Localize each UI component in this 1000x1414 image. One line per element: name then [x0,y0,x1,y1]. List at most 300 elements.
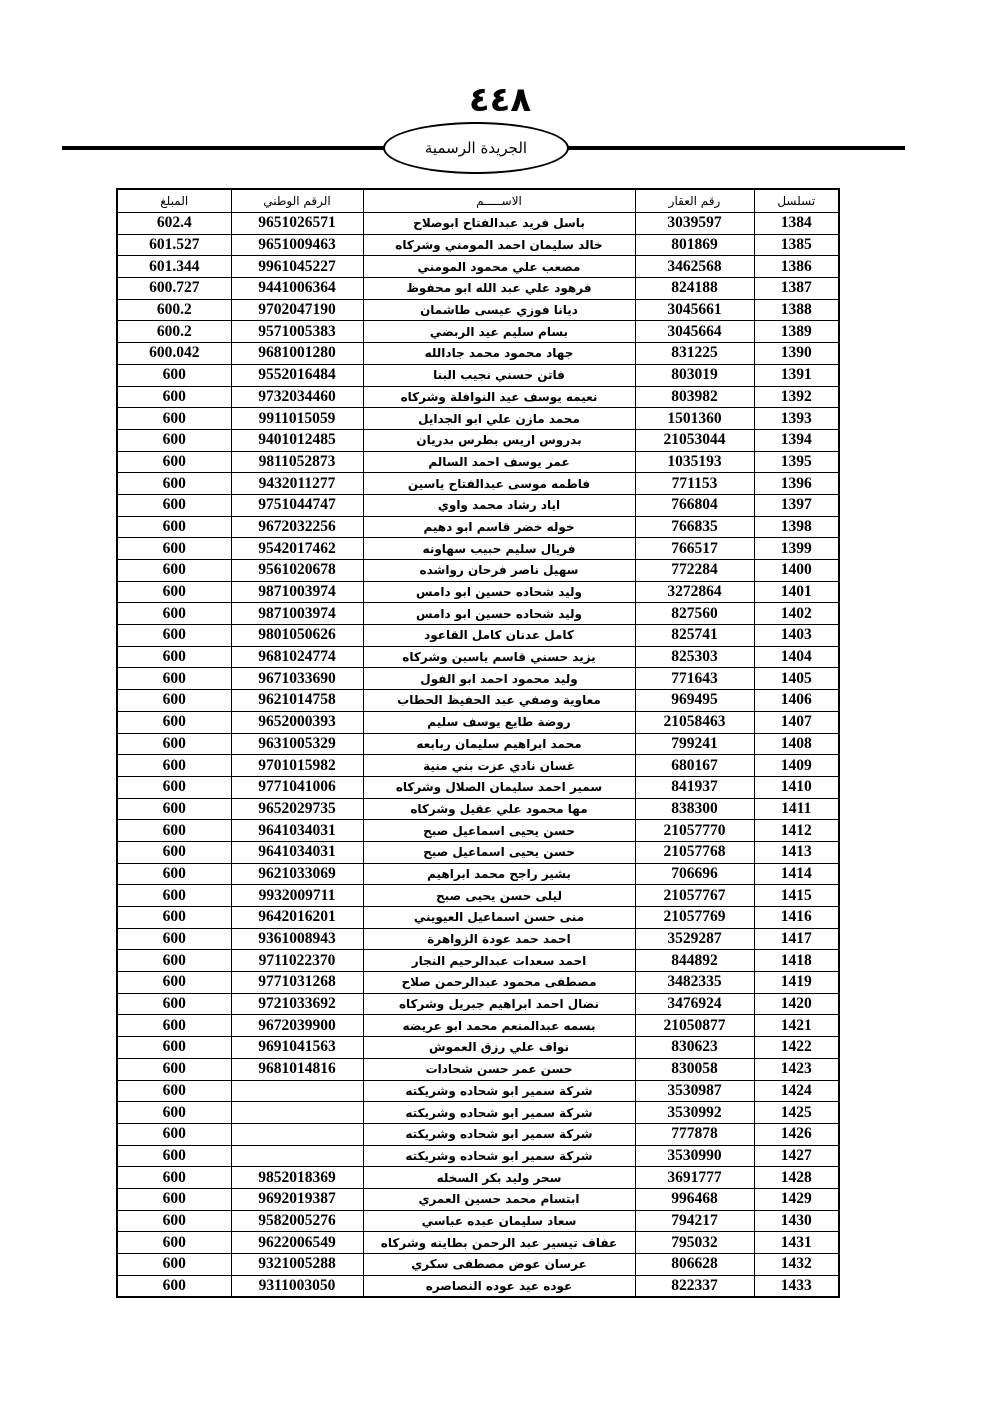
table-row [117,1188,839,1210]
national-id-cell: 9652029735 [231,798,363,820]
parcel-number-cell: 706696 [635,863,754,885]
serial-cell: 1386 [754,256,839,278]
col-header-amount: المبلغ [117,189,231,213]
serial-cell: 1397 [754,494,839,516]
name-cell: فرهود علي عبد الله ابو محفوظ [363,278,635,300]
serial-cell: 1408 [754,733,839,755]
serial-cell: 1403 [754,625,839,647]
parcel-number-cell: 3272864 [635,581,754,603]
table-row [117,256,839,278]
amount-cell: 600 [117,776,231,798]
national-id-cell: 9911015059 [231,408,363,430]
table-row [117,538,839,560]
name-cell: مها محمود علي عقيل وشركاه [363,798,635,820]
name-cell: نواف علي رزق العموش [363,1037,635,1059]
name-cell: حسن يحيى اسماعيل صبح [363,820,635,842]
parcel-number-cell: 831225 [635,343,754,365]
amount-cell: 600 [117,1232,231,1254]
national-id-cell: 9701015982 [231,755,363,777]
national-id-cell: 9702047190 [231,299,363,321]
parcel-number-cell: 771643 [635,668,754,690]
serial-cell: 1416 [754,907,839,929]
page-number: ٤٤٨ [468,80,532,120]
table-row [117,820,839,842]
name-cell: محمد ابراهيم سليمان ربابعه [363,733,635,755]
name-cell: بسمه عبدالمنعم محمد ابو عريضه [363,1015,635,1037]
national-id-cell: 9771041006 [231,776,363,798]
table-row [117,1058,839,1080]
national-id-cell: 9871003974 [231,581,363,603]
parcel-number-cell: 766804 [635,494,754,516]
amount-cell: 600 [117,668,231,690]
parcel-number-cell: 3462568 [635,256,754,278]
parcel-number-cell: 1501360 [635,408,754,430]
name-cell: روضة طايع يوسف سليم [363,711,635,733]
national-id-cell: 9672032256 [231,516,363,538]
parcel-number-cell: 3039597 [635,213,754,235]
amount-cell: 600 [117,885,231,907]
national-id-cell: 9571005383 [231,321,363,343]
amount-cell: 600 [117,538,231,560]
name-cell: حسن يحيى اسماعيل صبح [363,841,635,863]
table-row [117,516,839,538]
serial-cell: 1417 [754,928,839,950]
serial-cell: 1392 [754,386,839,408]
amount-cell: 600 [117,863,231,885]
amount-cell: 600 [117,950,231,972]
serial-cell: 1390 [754,343,839,365]
serial-cell: 1422 [754,1037,839,1059]
table-row [117,1232,839,1254]
serial-cell: 1402 [754,603,839,625]
serial-cell: 1424 [754,1080,839,1102]
national-id-cell [231,1145,363,1167]
table-row [117,560,839,582]
amount-cell: 600 [117,1102,231,1124]
national-id-cell: 9651026571 [231,213,363,235]
table-row [117,755,839,777]
serial-cell: 1425 [754,1102,839,1124]
amount-cell: 600 [117,690,231,712]
name-cell: حسن عمر حسن شحادات [363,1058,635,1080]
parcel-number-cell: 766835 [635,516,754,538]
table-row [117,213,839,235]
serial-cell: 1389 [754,321,839,343]
table-row [117,1015,839,1037]
name-cell: عمر يوسف احمد السالم [363,451,635,473]
national-id-cell: 9542017462 [231,538,363,560]
parcel-number-cell: 830623 [635,1037,754,1059]
national-id-cell: 9691041563 [231,1037,363,1059]
national-id-cell: 9552016484 [231,364,363,386]
parcel-number-cell: 822337 [635,1275,754,1297]
name-cell: باسل فريد عبدالفتاح ابوصلاح [363,213,635,235]
table-row [117,1123,839,1145]
national-id-cell: 9651009463 [231,234,363,256]
parcel-number-cell: 3530987 [635,1080,754,1102]
name-cell: وليد شحاده حسين ابو دامس [363,581,635,603]
table-row [117,928,839,950]
table-row [117,1037,839,1059]
serial-cell: 1405 [754,668,839,690]
serial-cell: 1433 [754,1275,839,1297]
national-id-cell: 9671033690 [231,668,363,690]
national-id-cell: 9681014816 [231,1058,363,1080]
name-cell: ابتسام محمد حسين العمري [363,1188,635,1210]
table-row [117,343,839,365]
table-row [117,429,839,451]
serial-cell: 1420 [754,993,839,1015]
name-cell: عفاف تيسير عبد الرحمن بطاينه وشركاه [363,1232,635,1254]
table-row [117,711,839,733]
name-cell: بدروس اريس بطرس بدريان [363,429,635,451]
table-row [117,950,839,972]
parcel-number-cell: 3045661 [635,299,754,321]
table-row [117,299,839,321]
parcel-number-cell: 838300 [635,798,754,820]
gazette-title-oval [383,122,569,174]
amount-cell: 600 [117,972,231,994]
parcel-number-cell: 830058 [635,1058,754,1080]
amount-cell: 600 [117,755,231,777]
amount-cell: 600 [117,907,231,929]
amount-cell: 600 [117,408,231,430]
serial-cell: 1398 [754,516,839,538]
col-header-serial: تسلسل [754,189,839,213]
name-cell: فاتن حسني نجيب البنا [363,364,635,386]
table-row [117,1080,839,1102]
col-header-national-id: الرقم الوطني [231,189,363,213]
name-cell: سهيل ناصر فرحان رواشده [363,560,635,582]
national-id-cell: 9932009711 [231,885,363,907]
serial-cell: 1418 [754,950,839,972]
serial-cell: 1395 [754,451,839,473]
table-row [117,451,839,473]
national-id-cell: 9801050626 [231,625,363,647]
name-cell: خالد سليمان احمد المومني وشركاه [363,234,635,256]
amount-cell: 600 [117,1188,231,1210]
name-cell: نضال احمد ابراهيم جبريل وشركاه [363,993,635,1015]
table-row [117,1145,839,1167]
parcel-number-cell: 21057769 [635,907,754,929]
national-id-cell: 9681001280 [231,343,363,365]
parcel-number-cell: 841937 [635,776,754,798]
table-row [117,494,839,516]
national-id-cell: 9441006364 [231,278,363,300]
name-cell: منى حسن اسماعيل العيويني [363,907,635,929]
national-id-cell: 9561020678 [231,560,363,582]
amount-cell: 601.527 [117,234,231,256]
serial-cell: 1411 [754,798,839,820]
table-row [117,603,839,625]
amount-cell: 600 [117,603,231,625]
parcel-number-cell: 803982 [635,386,754,408]
amount-cell: 601.344 [117,256,231,278]
table-header-row [117,189,839,213]
col-header-name: الاســـــم [363,189,635,213]
national-id-cell: 9692019387 [231,1188,363,1210]
name-cell: كامل عدنان كامل القاعود [363,625,635,647]
national-id-cell: 9811052873 [231,451,363,473]
amount-cell: 600 [117,429,231,451]
serial-cell: 1414 [754,863,839,885]
table-row [117,1275,839,1297]
serial-cell: 1393 [754,408,839,430]
amount-cell: 600 [117,798,231,820]
amount-cell: 600 [117,560,231,582]
serial-cell: 1432 [754,1254,839,1276]
name-cell: سعاد سليمان عبده عباسي [363,1210,635,1232]
parcel-number-cell: 3530992 [635,1102,754,1124]
national-id-cell: 9771031268 [231,972,363,994]
amount-cell: 600 [117,581,231,603]
table-row [117,907,839,929]
national-id-cell: 9622006549 [231,1232,363,1254]
parcel-number-cell: 1035193 [635,451,754,473]
amount-cell: 600 [117,646,231,668]
amount-cell: 600 [117,1167,231,1189]
parcel-number-cell: 799241 [635,733,754,755]
serial-cell: 1396 [754,473,839,495]
table-row [117,972,839,994]
serial-cell: 1406 [754,690,839,712]
parcel-number-cell: 794217 [635,1210,754,1232]
parcel-number-cell: 21057768 [635,841,754,863]
table-row [117,733,839,755]
table-row [117,408,839,430]
parcel-number-cell: 801869 [635,234,754,256]
serial-cell: 1391 [754,364,839,386]
table-row [117,1254,839,1276]
amount-cell: 600 [117,516,231,538]
parcel-number-cell: 3476924 [635,993,754,1015]
amount-cell: 600 [117,1210,231,1232]
table-row [117,668,839,690]
amount-cell: 600 [117,928,231,950]
national-id-cell: 9311003050 [231,1275,363,1297]
table-row [117,234,839,256]
national-id-cell: 9321005288 [231,1254,363,1276]
parcel-number-cell: 680167 [635,755,754,777]
parcel-number-cell: 3529287 [635,928,754,950]
table-row [117,993,839,1015]
name-cell: سمير احمد سليمان الصلال وشركاه [363,776,635,798]
national-id-cell: 9641034031 [231,841,363,863]
parcel-number-cell: 825741 [635,625,754,647]
name-cell: عرسان عوض مصطفى سكري [363,1254,635,1276]
serial-cell: 1413 [754,841,839,863]
parcel-number-cell: 824188 [635,278,754,300]
parcel-number-cell: 969495 [635,690,754,712]
table-row [117,863,839,885]
amount-cell: 600 [117,1080,231,1102]
table-row [117,321,839,343]
national-id-cell: 9582005276 [231,1210,363,1232]
amount-cell: 600 [117,711,231,733]
national-id-cell: 9361008943 [231,928,363,950]
amount-cell: 600 [117,733,231,755]
table-row [117,690,839,712]
serial-cell: 1428 [754,1167,839,1189]
amount-cell: 600 [117,364,231,386]
amount-cell: 600 [117,1015,231,1037]
name-cell: شركة سمير ابو شحاده وشريكته [363,1102,635,1124]
name-cell: بسام سليم عيد الربضي [363,321,635,343]
national-id-cell: 9961045227 [231,256,363,278]
serial-cell: 1385 [754,234,839,256]
name-cell: جهاد محمود محمد جادالله [363,343,635,365]
amount-cell: 600 [117,625,231,647]
parcel-number-cell: 806628 [635,1254,754,1276]
serial-cell: 1409 [754,755,839,777]
national-id-cell: 9642016201 [231,907,363,929]
name-cell: احمد سعدات عبدالرحيم النجار [363,950,635,972]
serial-cell: 1384 [754,213,839,235]
name-cell: خوله خضر قاسم ابو دهيم [363,516,635,538]
amount-cell: 600.2 [117,299,231,321]
table-body [117,213,839,1298]
name-cell: اياد رشاد محمد واوي [363,494,635,516]
parcel-number-cell: 3482335 [635,972,754,994]
parcel-number-cell: 844892 [635,950,754,972]
parcel-number-cell: 777878 [635,1123,754,1145]
name-cell: فاطمه موسى عبدالفتاح ياسين [363,473,635,495]
national-id-cell: 9621033069 [231,863,363,885]
gazette-title: الجريدة الرسمية [424,139,528,157]
amount-cell: 600 [117,494,231,516]
serial-cell: 1407 [754,711,839,733]
parcel-number-cell: 827560 [635,603,754,625]
serial-cell: 1419 [754,972,839,994]
parcel-number-cell: 3691777 [635,1167,754,1189]
parcel-number-cell: 3045664 [635,321,754,343]
national-id-cell: 9631005329 [231,733,363,755]
parcel-number-cell: 766517 [635,538,754,560]
name-cell: عوده عيد عوده النصاصره [363,1275,635,1297]
col-header-parcel-number: رقم العقار [635,189,754,213]
name-cell: وليد شحاده حسين ابو دامس [363,603,635,625]
national-id-cell: 9621014758 [231,690,363,712]
amount-cell: 600.727 [117,278,231,300]
serial-cell: 1421 [754,1015,839,1037]
serial-cell: 1401 [754,581,839,603]
table-row [117,885,839,907]
amount-cell: 600 [117,1058,231,1080]
table-row [117,1102,839,1124]
name-cell: ليلى حسن يحيى صبح [363,885,635,907]
name-cell: معاوية وصفي عبد الحفيظ الحطاب [363,690,635,712]
amount-cell: 600 [117,993,231,1015]
national-id-cell: 9672039900 [231,1015,363,1037]
table-row [117,841,839,863]
national-id-cell: 9641034031 [231,820,363,842]
parcel-number-cell: 3530990 [635,1145,754,1167]
serial-cell: 1423 [754,1058,839,1080]
table-row [117,278,839,300]
table-row [117,581,839,603]
serial-cell: 1431 [754,1232,839,1254]
table-row [117,386,839,408]
serial-cell: 1399 [754,538,839,560]
table-row [117,646,839,668]
table-row [117,776,839,798]
amount-cell: 600 [117,451,231,473]
amount-cell: 600 [117,1123,231,1145]
table-row [117,473,839,495]
national-id-cell: 9721033692 [231,993,363,1015]
national-id-cell: 9732034460 [231,386,363,408]
name-cell: ديانا فوزي عيسى طاشمان [363,299,635,321]
national-id-cell: 9652000393 [231,711,363,733]
records-table [116,188,840,1298]
table-row [117,625,839,647]
parcel-number-cell: 996468 [635,1188,754,1210]
name-cell: بشير راجح محمد ابراهيم [363,863,635,885]
serial-cell: 1426 [754,1123,839,1145]
amount-cell: 600 [117,386,231,408]
table-row [117,1167,839,1189]
serial-cell: 1415 [754,885,839,907]
amount-cell: 600 [117,1145,231,1167]
national-id-cell: 9751044747 [231,494,363,516]
parcel-number-cell: 21057770 [635,820,754,842]
name-cell: شركة سمير ابو شحاده وشريكته [363,1080,635,1102]
amount-cell: 600.042 [117,343,231,365]
parcel-number-cell: 21057767 [635,885,754,907]
name-cell: فريال سليم حبيب سهاونه [363,538,635,560]
amount-cell: 600 [117,1275,231,1297]
name-cell: شركة سمير ابو شحاده وشريكته [363,1145,635,1167]
serial-cell: 1427 [754,1145,839,1167]
national-id-cell [231,1080,363,1102]
parcel-number-cell: 772284 [635,560,754,582]
serial-cell: 1404 [754,646,839,668]
national-id-cell [231,1123,363,1145]
name-cell: وليد محمود احمد ابو الفول [363,668,635,690]
table-row [117,798,839,820]
amount-cell: 600 [117,820,231,842]
name-cell: يزيد حسني قاسم ياسين وشركاه [363,646,635,668]
table-row [117,1210,839,1232]
serial-cell: 1410 [754,776,839,798]
name-cell: سحر وليد بكر السخله [363,1167,635,1189]
national-id-cell: 9711022370 [231,950,363,972]
serial-cell: 1388 [754,299,839,321]
name-cell: مصطفى محمود عبدالرحمن صلاح [363,972,635,994]
parcel-number-cell: 21050877 [635,1015,754,1037]
name-cell: احمد حمد عودة الزواهرة [363,928,635,950]
name-cell: محمد مازن علي ابو الجدايل [363,408,635,430]
national-id-cell [231,1102,363,1124]
national-id-cell: 9401012485 [231,429,363,451]
serial-cell: 1412 [754,820,839,842]
amount-cell: 600 [117,473,231,495]
serial-cell: 1387 [754,278,839,300]
amount-cell: 600 [117,1037,231,1059]
national-id-cell: 9432011277 [231,473,363,495]
name-cell: نعيمه يوسف عيد النوافلة وشركاه [363,386,635,408]
national-id-cell: 9681024774 [231,646,363,668]
amount-cell: 600.2 [117,321,231,343]
amount-cell: 602.4 [117,213,231,235]
serial-cell: 1394 [754,429,839,451]
serial-cell: 1400 [754,560,839,582]
national-id-cell: 9871003974 [231,603,363,625]
amount-cell: 600 [117,841,231,863]
national-id-cell: 9852018369 [231,1167,363,1189]
parcel-number-cell: 21053044 [635,429,754,451]
parcel-number-cell: 21058463 [635,711,754,733]
